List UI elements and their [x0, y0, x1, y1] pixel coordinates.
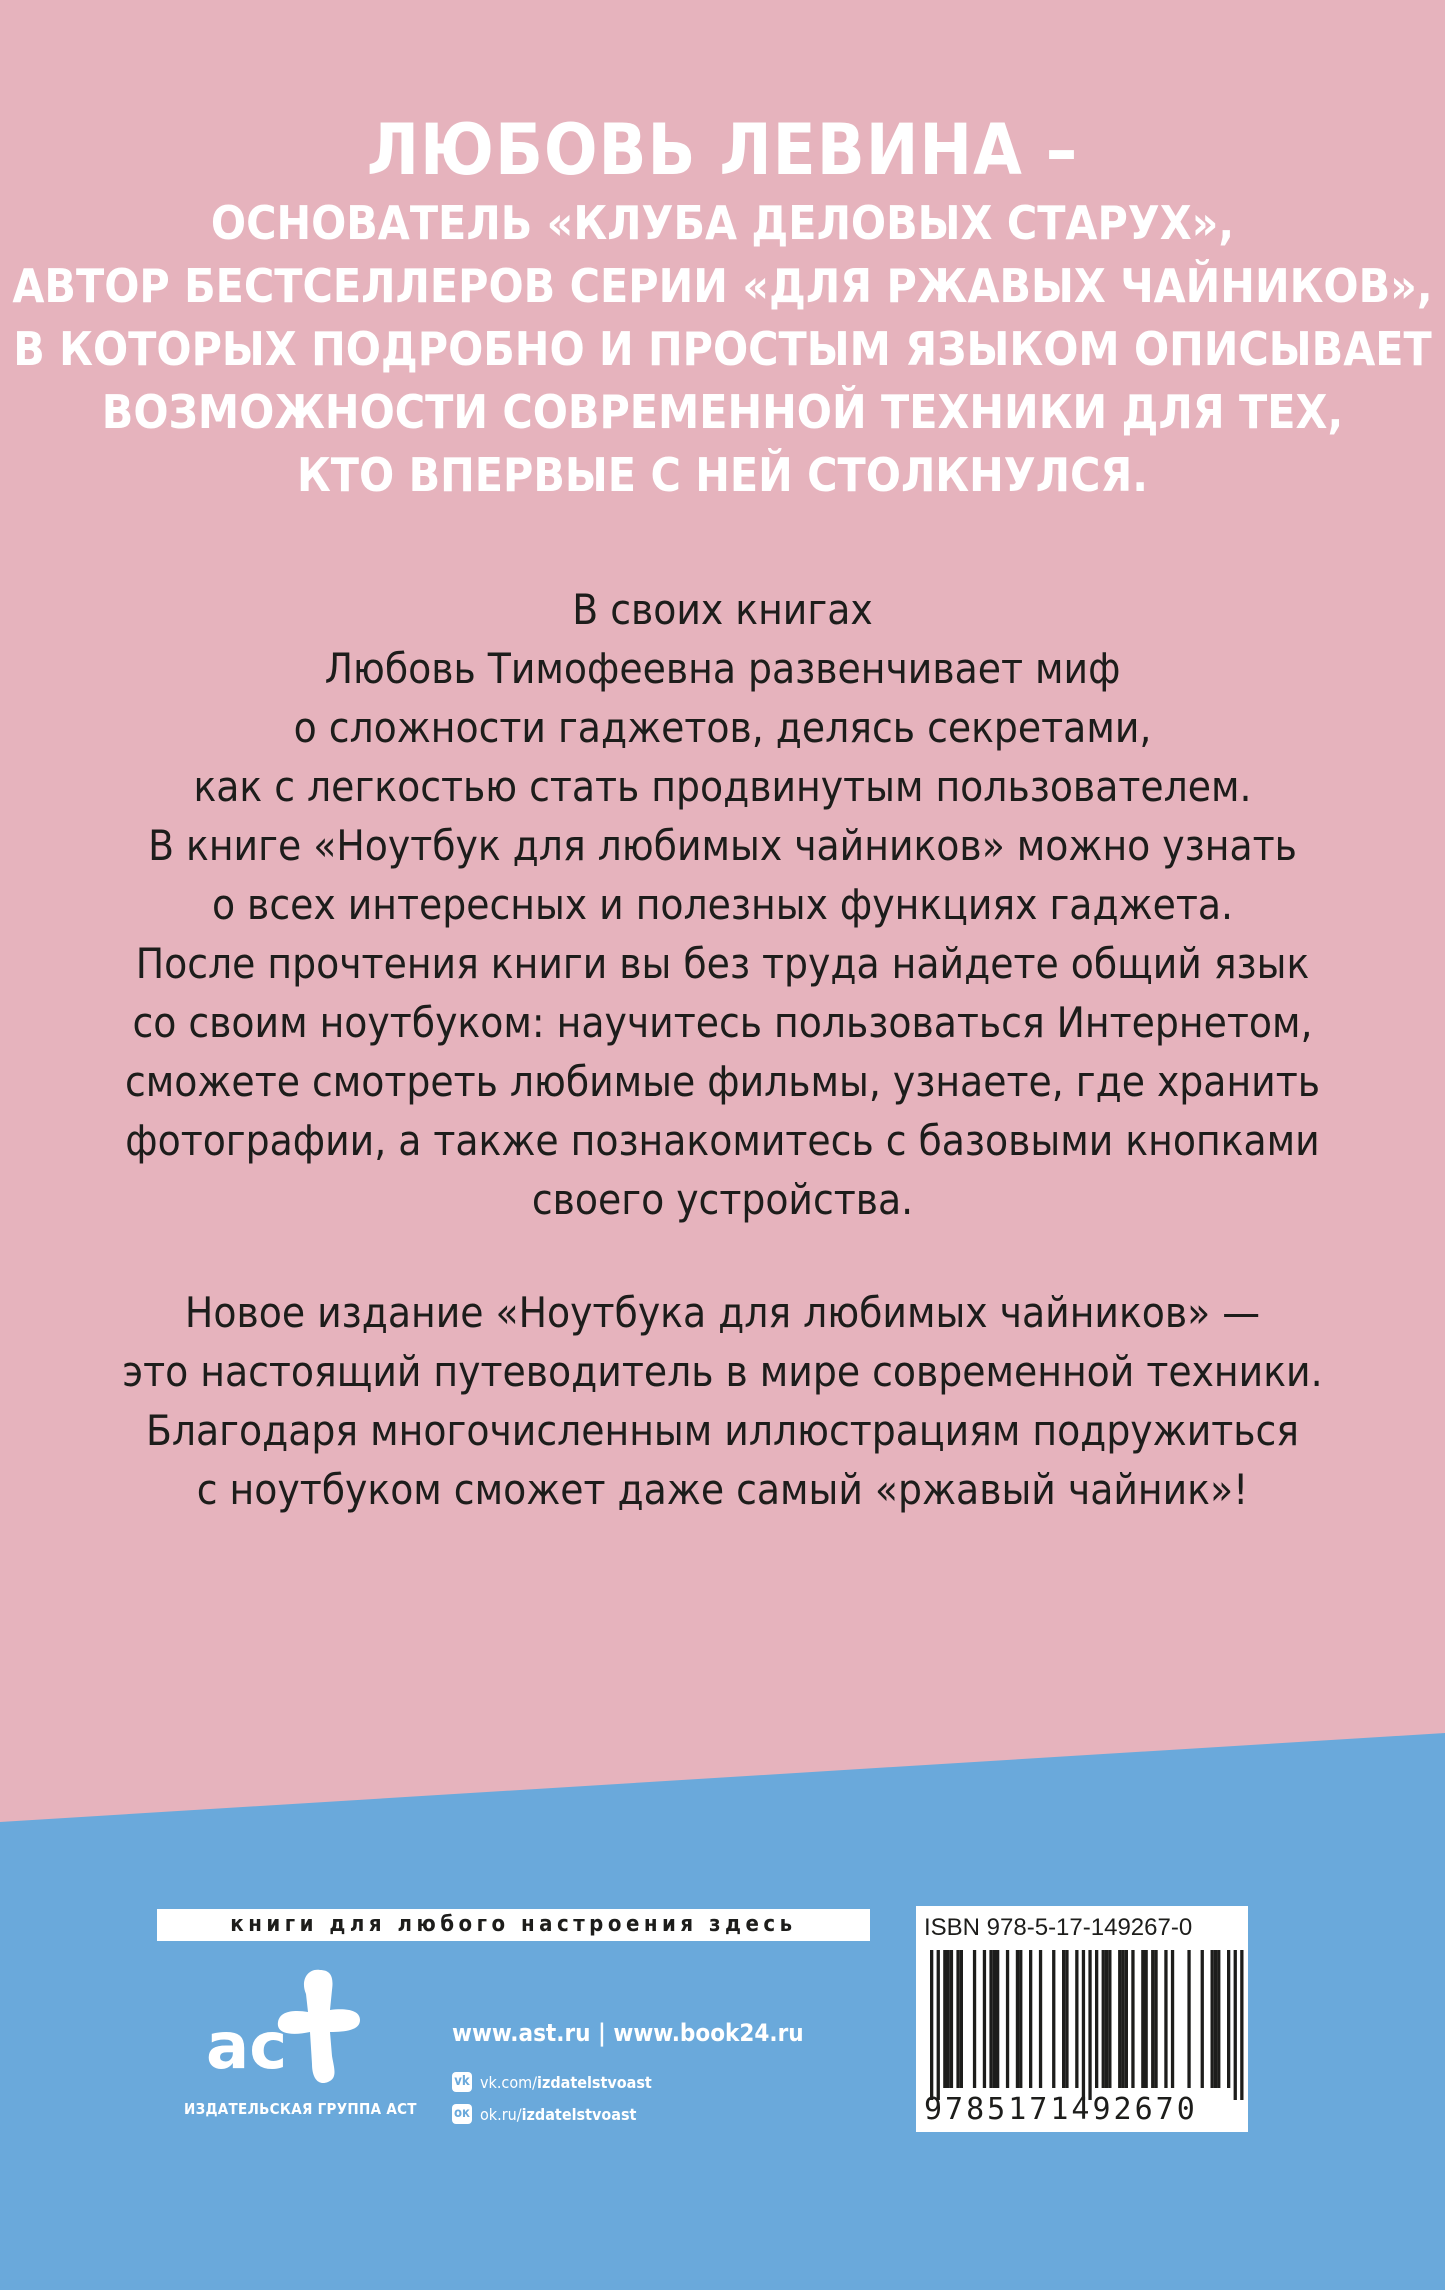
- headline-line: ОСНОВАТЕЛЬ «КЛУБА ДЕЛОВЫХ СТАРУХ»,: [210, 196, 1235, 250]
- ast-logo-icon: [200, 1960, 390, 2100]
- barcode-bar: [983, 1950, 986, 2088]
- barcode-bar: [956, 1950, 959, 2088]
- text-line: о всех интересных и полезных функциях гаджета.: [211, 880, 1234, 929]
- barcode-bar: [1082, 1950, 1085, 2100]
- barcode-bar: [1006, 1950, 1009, 2088]
- vk-link[interactable]: [452, 2066, 804, 2098]
- barcode-panel: [916, 1906, 1248, 2132]
- barcode-bar: [1154, 1950, 1157, 2088]
- text-line: со своим ноутбуком: научитесь пользоваться Интернетом,: [132, 998, 1313, 1047]
- barcode-digits: 9785171492670: [924, 2092, 1198, 2127]
- barcode-bar: [937, 1950, 940, 2100]
- barcode-bar: [1125, 1950, 1128, 2088]
- slogan-strip: книги для любого настроения здесь: [157, 1909, 870, 1941]
- barcode-bar: [1075, 1950, 1078, 2088]
- barcode-bar: [989, 1950, 992, 2088]
- vk-handle: izdatelstvoast: [537, 2072, 652, 2092]
- headline-line: КТО ВПЕРВЫЕ С НЕЙ СТОЛКНУЛСЯ.: [296, 448, 1149, 502]
- publisher-caption: ИЗДАТЕЛЬСКАЯ ГРУППА АСТ: [184, 2100, 417, 2118]
- text-line: В книге «Ноутбук для любимых чайников» можно узнать: [148, 821, 1297, 870]
- barcode-bar: [1217, 1950, 1220, 2088]
- text-line: В своих книгах: [572, 585, 873, 634]
- ok-prefix: ok.ru/: [480, 2104, 522, 2124]
- barcode-bar: [1052, 1950, 1055, 2088]
- barcode-bar: [1151, 1950, 1154, 2088]
- barcode-bar: [1029, 1950, 1032, 2088]
- barcode-bar: [996, 1950, 999, 2088]
- text-line: Благодаря многочисленным иллюстрациям подружиться: [145, 1406, 1300, 1455]
- barcode-bar: [1171, 1950, 1174, 2088]
- barcode-bar: [947, 1950, 950, 2088]
- logo-text: ас: [206, 2010, 288, 2084]
- publisher-links: [452, 2018, 804, 2130]
- barcode-bar: [973, 1950, 976, 2088]
- barcode-bar: [1234, 1950, 1237, 2100]
- text-line: как с легкостью стать продвинутым пользователем.: [193, 762, 1252, 811]
- barcode-bar: [1145, 1950, 1148, 2088]
- author-name: ЛЮБОВЬ ЛЕВИНА –: [366, 109, 1079, 191]
- barcode-bar: [1065, 1950, 1068, 2088]
- text-line: это настоящий путеводитель в мире современной техники.: [122, 1347, 1323, 1396]
- barcode-bar: [960, 1950, 963, 2088]
- vk-prefix: vk.com/: [480, 2072, 538, 2092]
- barcode-bar: [1039, 1950, 1042, 2088]
- barcode-bar: [943, 1950, 946, 2088]
- headline-line: АВТОР БЕСТСЕЛЛЕРОВ СЕРИИ «ДЛЯ РЖАВЫХ ЧАЙНИКОВ»,: [12, 259, 1433, 313]
- barcode-bar: [1105, 1950, 1108, 2088]
- ok-handle: izdatelstvoast: [521, 2104, 637, 2124]
- barcode-bar: [1164, 1950, 1167, 2088]
- barcode-bar: [1019, 1950, 1022, 2088]
- headline-line: В КОТОРЫХ ПОДРОБНО И ПРОСТЫМ ЯЗЫКОМ ОПИСЫВАЕТ: [13, 322, 1432, 376]
- barcode-bar: [1102, 1950, 1105, 2088]
- barcode-bar: [1131, 1950, 1134, 2088]
- vk-icon: vk: [452, 2072, 472, 2092]
- barcode-bar: [930, 1950, 933, 2100]
- barcode-bar: [1227, 1950, 1230, 2088]
- odnoklassniki-icon: ок: [452, 2104, 472, 2124]
- isbn-number: ISBN 978-5-17-149267-0: [924, 1914, 1193, 1941]
- text-line: фотографии, а также познакомитесь с базовыми кнопками: [125, 1116, 1320, 1165]
- text-line: Новое издание «Ноутбука для любимых чайников» —: [184, 1288, 1261, 1337]
- text-line: сможете смотреть любимые фильмы, узнаете, где хранить: [125, 1057, 1320, 1106]
- text-line: своего устройства.: [531, 1175, 914, 1224]
- barcode-bar: [1240, 1950, 1243, 2100]
- barcode-bar: [1121, 1950, 1124, 2088]
- barcode-bar: [1211, 1950, 1214, 2088]
- headline-line: ВОЗМОЖНОСТИ СОВРЕМЕННОЙ ТЕХНИКИ ДЛЯ ТЕХ,: [101, 385, 1344, 439]
- barcode-bar: [1118, 1950, 1121, 2088]
- website-links[interactable]: www.ast.ru | www.book24.ru: [452, 2019, 804, 2047]
- ok-link[interactable]: [452, 2098, 804, 2130]
- barcode-bar: [993, 1950, 996, 2088]
- barcode-bar: [1214, 1950, 1217, 2088]
- barcode-bar: [1201, 1950, 1204, 2088]
- barcode-bar: [950, 1950, 953, 2088]
- text-line: о сложности гаджетов, делясь секретами,: [293, 703, 1152, 752]
- barcode-bar: [1062, 1950, 1065, 2088]
- barcode-bar: [1016, 1950, 1019, 2088]
- barcode-bar: [1108, 1950, 1111, 2088]
- text-line: с ноутбуком сможет даже самый «ржавый чайник»!: [196, 1465, 1249, 1514]
- barcode-bar: [1088, 1950, 1091, 2100]
- barcode-bar: [1095, 1950, 1098, 2088]
- text-line: Любовь Тимофеевна развенчивает миф: [324, 644, 1121, 693]
- barcode-bar: [1141, 1950, 1144, 2088]
- text-line: После прочтения книги вы без труда найдете общий язык: [135, 939, 1310, 988]
- barcode-bar: [1187, 1950, 1190, 2088]
